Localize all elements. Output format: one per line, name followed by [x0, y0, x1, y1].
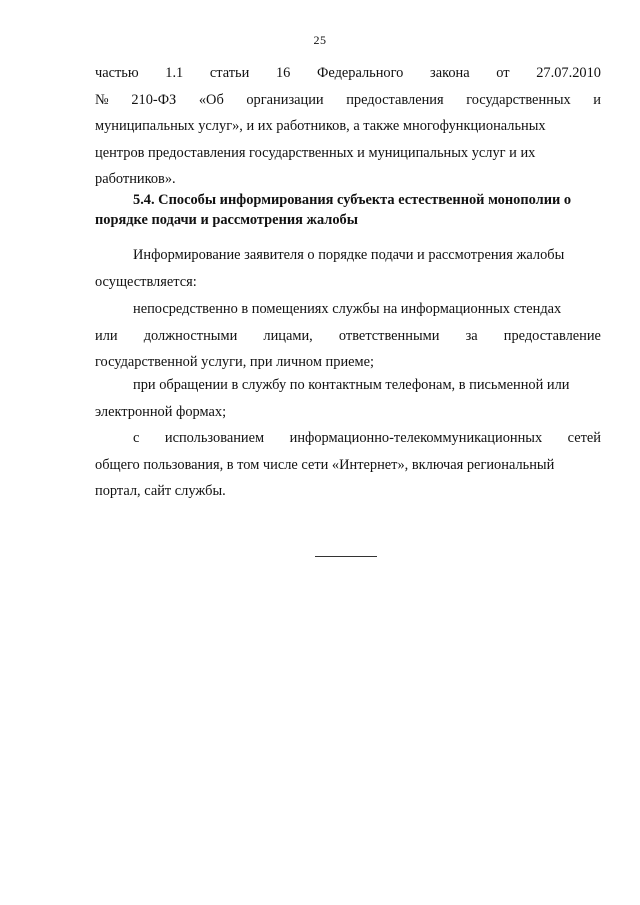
intro-line-2 — [95, 87, 601, 114]
intro-line-4: центров предоставления государственных и муниципальных услуг и их — [95, 144, 536, 161]
word: 210-ФЗ — [131, 91, 177, 108]
word: статьи — [209, 65, 250, 81]
intro-line-5: работников». — [95, 171, 176, 187]
section-heading — [95, 190, 601, 230]
paragraph-phone-written — [95, 372, 601, 425]
word: от — [496, 65, 510, 81]
word: закона — [430, 65, 470, 81]
word: частью — [95, 65, 139, 81]
paragraph-line: государственной услуги, при личном приеме; — [95, 354, 375, 370]
paragraph-line — [95, 323, 601, 350]
intro-line-1 — [95, 60, 601, 87]
word: 16 — [275, 65, 291, 81]
page-number: 25 — [313, 33, 327, 47]
word: должностными — [143, 327, 238, 344]
word: или — [95, 327, 118, 344]
intro-paragraph — [95, 60, 601, 193]
word: ответственными — [338, 327, 440, 344]
word: предоставления — [346, 91, 444, 108]
word: № — [95, 91, 109, 108]
paragraph-line: при обращении в службу по контактным телефонам, в письменной или — [133, 377, 570, 393]
word: лицами, — [263, 327, 313, 344]
section-heading-line-1: 5.4. Способы информирования субъекта естественной монополии о — [133, 192, 572, 208]
word: с — [133, 430, 140, 446]
word: организации — [246, 91, 324, 108]
word: использованием — [164, 430, 265, 446]
paragraph-on-site — [95, 296, 601, 376]
paragraph-line: непосредственно в помещениях службы на информационных стендах — [133, 301, 562, 317]
word: предоставление — [503, 327, 601, 344]
section-heading-line-2: порядке подачи и рассмотрения жалобы — [95, 212, 358, 228]
word: 1.1 — [165, 65, 184, 81]
paragraph-informing — [95, 242, 601, 295]
word: за — [465, 327, 478, 344]
end-of-document-rule — [315, 556, 377, 557]
word: сетей — [567, 430, 601, 446]
word: «Об — [198, 91, 224, 108]
word: Федерального — [317, 65, 404, 81]
paragraph-line: портал, сайт службы. — [95, 483, 226, 499]
paragraph-line — [95, 425, 601, 452]
paragraph-line: Информирование заявителя о порядке подачи и рассмотрения жалобы — [133, 247, 565, 263]
word: информационно-телекоммуникационных — [289, 430, 543, 446]
paragraph-line: электронной формах; — [95, 403, 227, 420]
paragraph-line: общего пользования, в том числе сети «Интернет», включая региональный — [95, 456, 555, 473]
word: и — [593, 91, 601, 108]
word: государственных — [466, 91, 571, 108]
word: 27.07.2010 — [536, 65, 601, 81]
intro-line-3: муниципальных услуг», и их работников, а также многофункциональных — [95, 118, 546, 134]
paragraph-line: осуществляется: — [95, 273, 197, 290]
paragraph-internet — [95, 425, 601, 505]
